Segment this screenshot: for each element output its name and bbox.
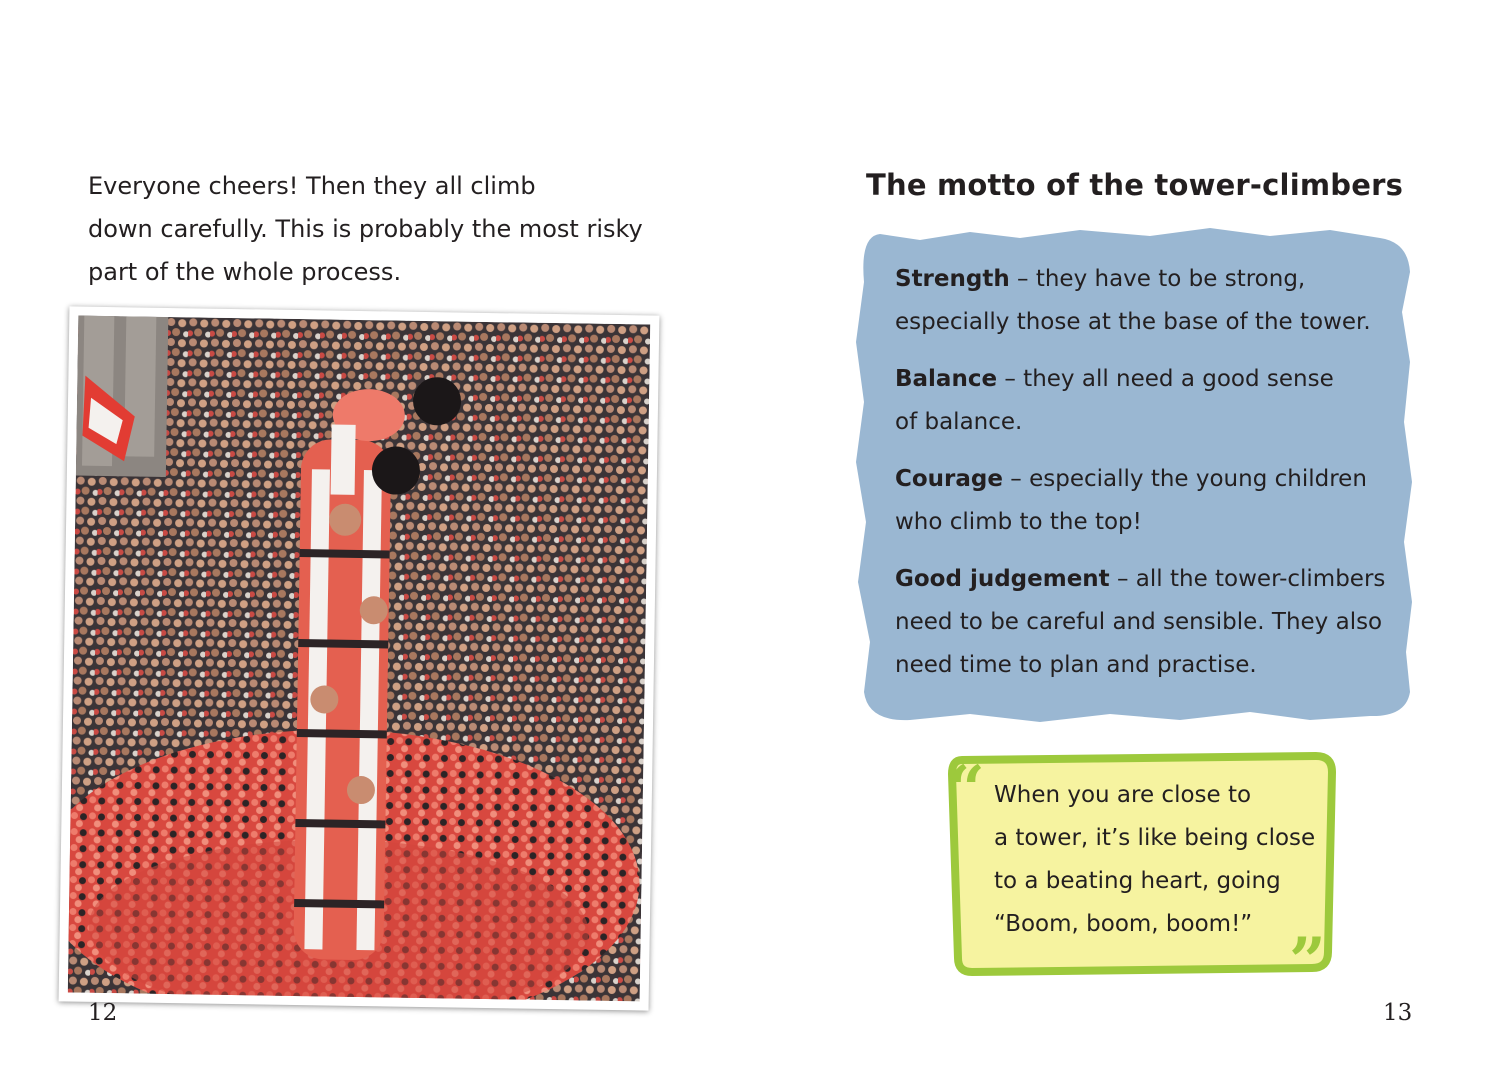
motto-text: – especially the young children xyxy=(1002,466,1367,492)
motto-term: Good judgement xyxy=(895,566,1110,592)
motto-text: – they have to be strong, xyxy=(1009,266,1306,292)
intro-line: part of the whole process. xyxy=(88,258,402,286)
motto-text: – all the tower-climbers xyxy=(1109,566,1386,592)
open-quote-icon: “ xyxy=(948,752,985,827)
motto-text: – they all need a good sense xyxy=(997,366,1334,392)
motto-term: Balance xyxy=(895,366,998,392)
quote-line: “Boom, boom, boom!” xyxy=(994,911,1253,937)
motto-text: especially those at the base of the tower. xyxy=(895,309,1371,335)
quote-line: When you are close to xyxy=(994,782,1252,808)
motto-text: of balance. xyxy=(895,409,1023,435)
intro-line: Everyone cheers! Then they all climb xyxy=(88,172,536,200)
human-tower-photo-image xyxy=(68,316,651,1002)
intro-line: down carefully. This is probably the most risky xyxy=(88,215,643,243)
motto-text: who climb to the top! xyxy=(895,509,1142,535)
page-number: 12 xyxy=(88,1000,118,1026)
motto-term: Courage xyxy=(895,466,1003,492)
page-number: 13 xyxy=(1383,1000,1413,1026)
motto-text: need to be careful and sensible. They also xyxy=(895,609,1383,635)
motto-term: Strength xyxy=(895,266,1010,292)
human-tower-photo xyxy=(59,306,660,1010)
motto-item-courage xyxy=(895,458,1395,544)
motto-item-strength xyxy=(895,258,1395,344)
section-heading: The motto of the tower-climbers xyxy=(866,168,1404,202)
motto-item-balance xyxy=(895,358,1395,444)
motto-item-good-judgement xyxy=(895,558,1395,687)
intro-paragraph xyxy=(88,165,648,294)
quote-line: a tower, it’s like being close xyxy=(994,825,1316,851)
motto-text: need time to plan and practise. xyxy=(895,652,1257,678)
motto-list xyxy=(895,258,1395,701)
quote-text xyxy=(994,774,1324,946)
close-quote-icon: ” xyxy=(1289,924,1326,999)
quote-line: to a beating heart, going xyxy=(994,868,1281,894)
